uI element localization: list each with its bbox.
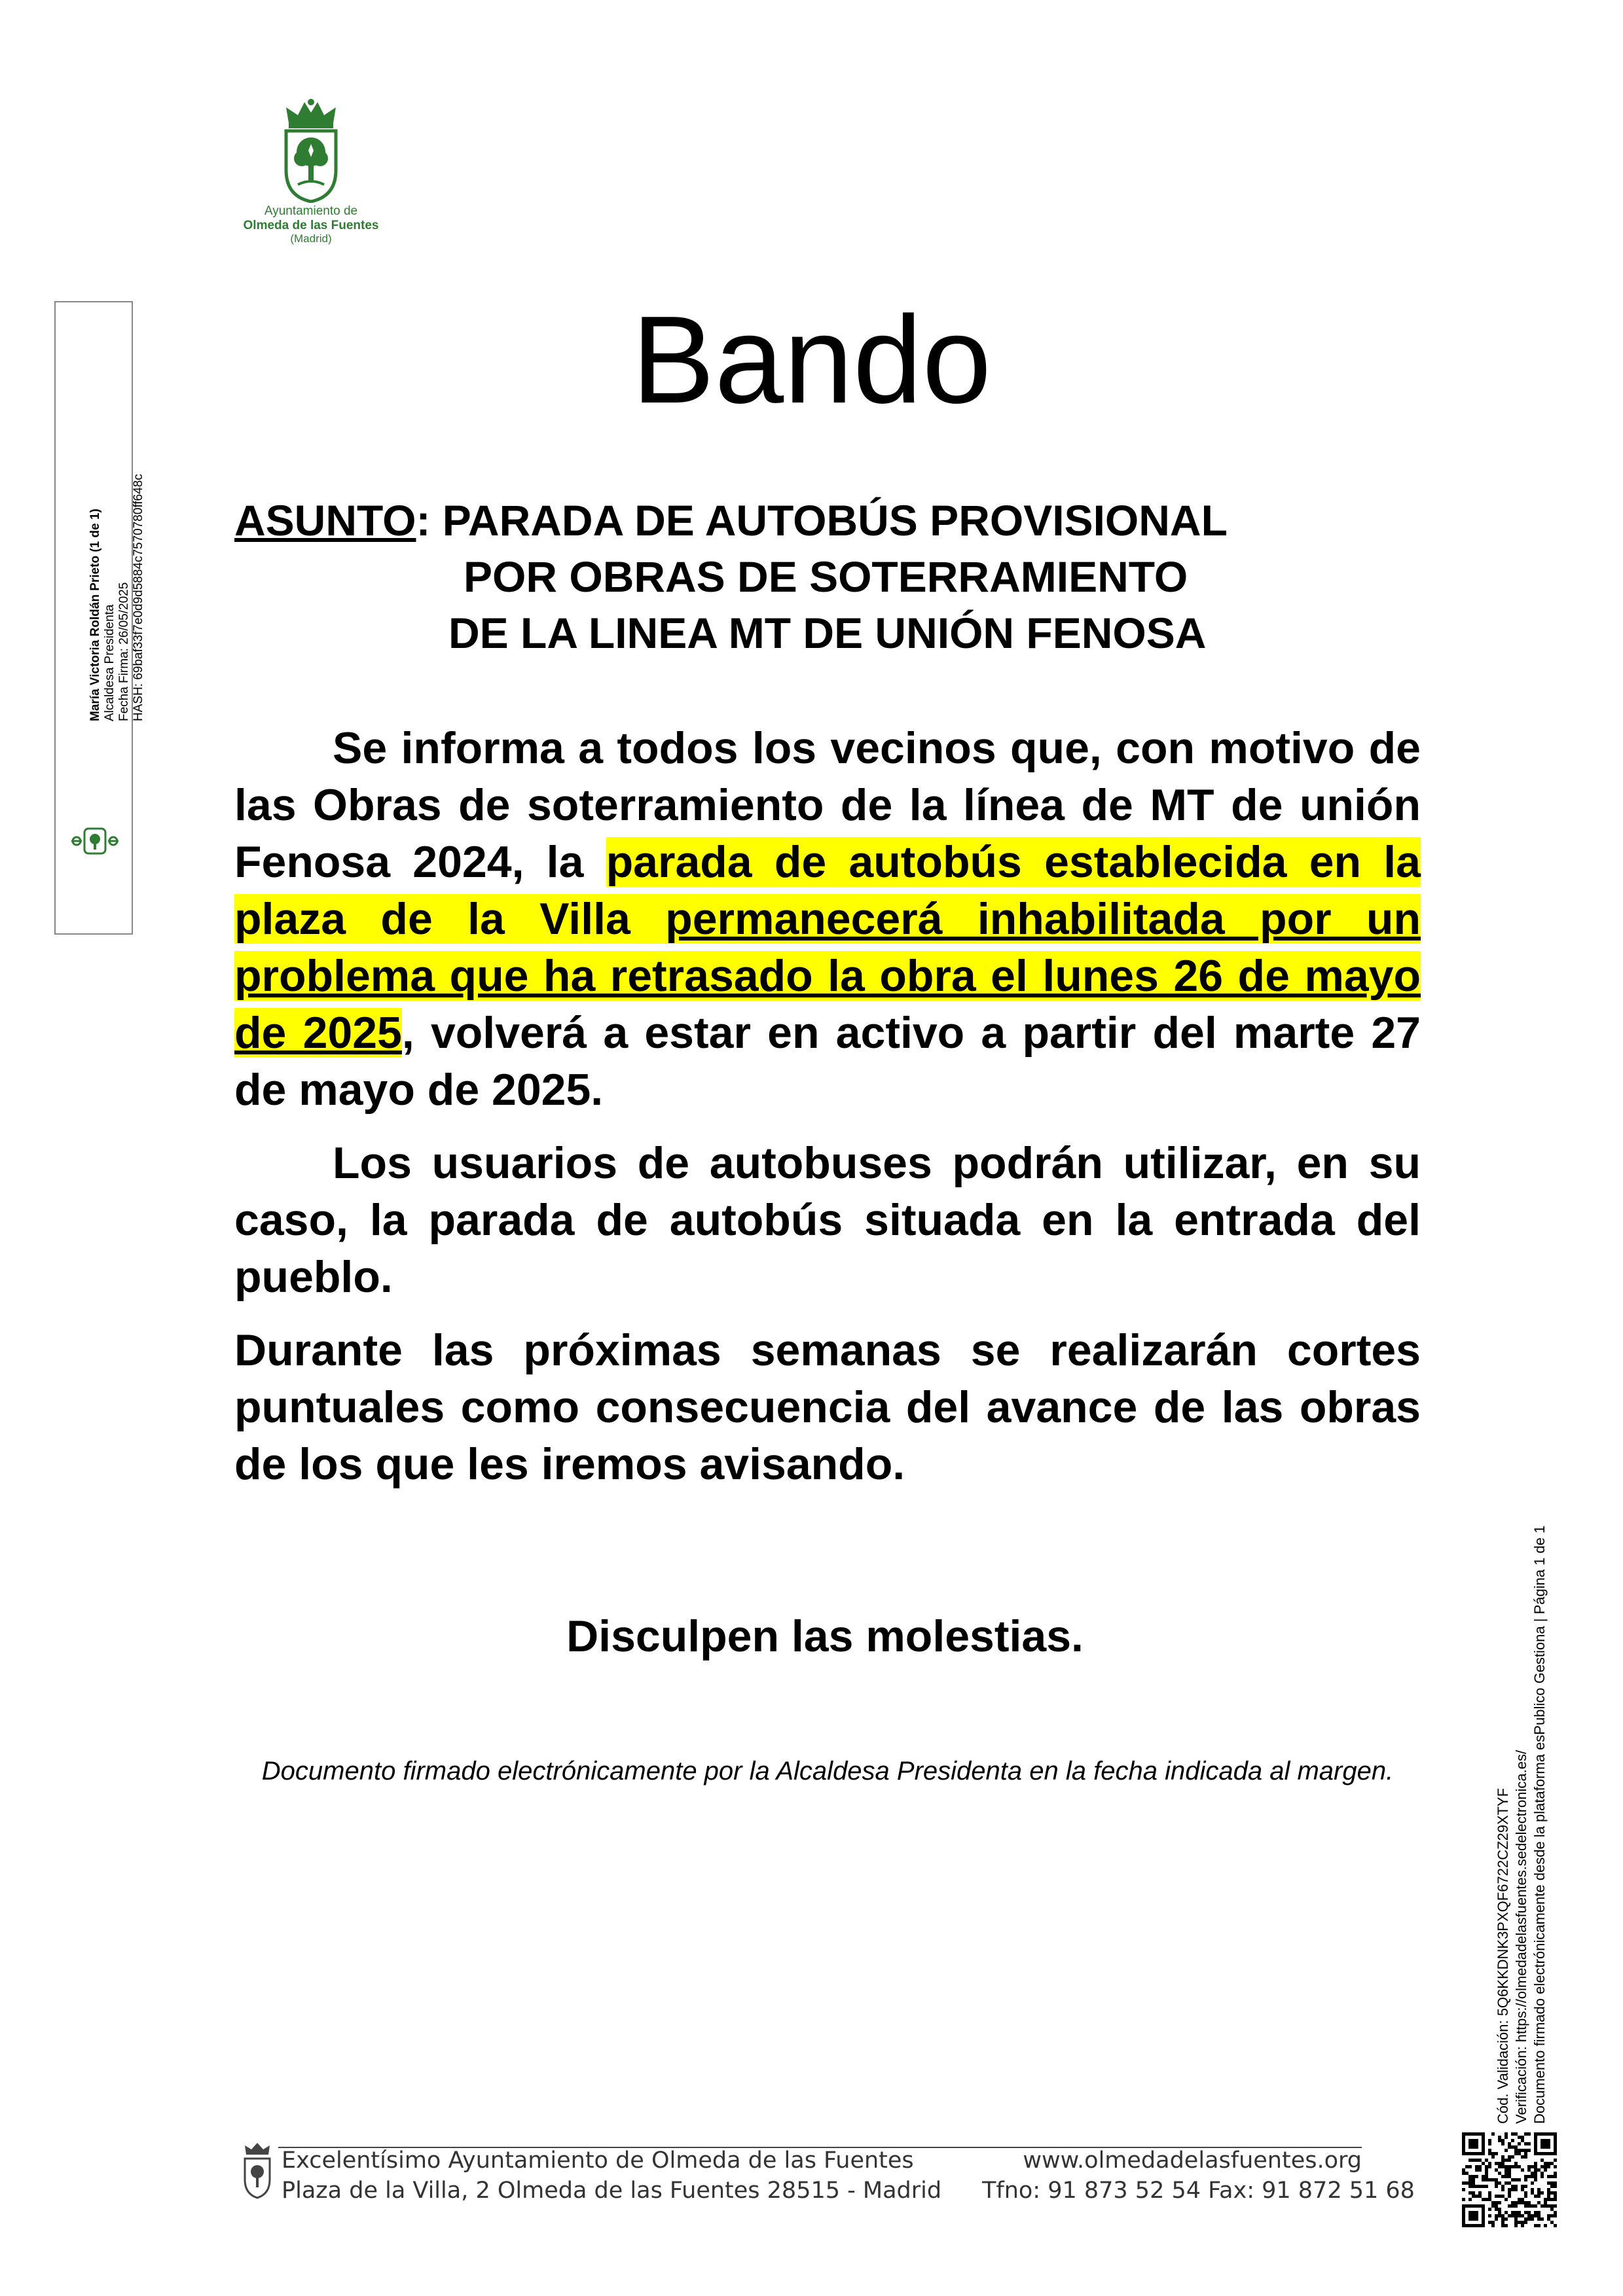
- paragraph-1: [234, 720, 1421, 1119]
- document-title: Bando: [631, 291, 992, 429]
- signature-date: Fecha Firma: 26/05/2025: [117, 582, 131, 721]
- paragraph-2: Los usuarios de autobuses podrán utilizar, en su caso, la parada de autobús situada en la entrada del pueblo.: [234, 1138, 1421, 1302]
- footer-address: Plaza de la Villa, 2 Olmeda de las Fuentes 28515 - Madrid: [282, 2178, 942, 2204]
- paragraph-1-end: , volverá a estar en activo a partir del marte 27 de mayo de 2025.: [234, 1008, 1421, 1115]
- document-body: [234, 720, 1421, 1493]
- coat-of-arms-icon: [280, 98, 342, 203]
- highlighted-text: parada de autobús establecida en la plaza de la Villa: [234, 837, 1421, 944]
- signer-role: Alcaldesa Presidenta: [103, 604, 117, 721]
- subject-block: [234, 492, 1413, 661]
- electronic-signature-note: Documento firmado electrónicamente por la Alcaldesa Presidenta en la fecha indicada al margen.: [261, 1757, 1394, 1785]
- verification-url[interactable]: Verificación: https://olmedadelasfuentes.sedelectronica.es/: [1513, 1749, 1529, 2124]
- footer-website[interactable]: www.olmedadelasfuentes.org: [1023, 2147, 1362, 2174]
- subject-line-1: : PARADA DE AUTOBÚS PROVISIONAL: [416, 496, 1228, 545]
- logo-line-2: Olmeda de las Fuentes: [243, 219, 379, 232]
- footer-org-name: Excelentísimo Ayuntamiento de Olmeda de las Fuentes: [282, 2147, 914, 2174]
- subject-label: ASUNTO: [234, 496, 416, 545]
- logo-line-1: Ayuntamiento de: [264, 204, 358, 218]
- small-coat-of-arms-icon: [69, 826, 121, 856]
- subject-line-2: POR OBRAS DE SOTERRAMIENTO: [464, 552, 1188, 601]
- subject-line-3: DE LA LINEA MT DE UNIÓN FENOSA: [448, 609, 1207, 657]
- signature-hash: HASH: 69baf33f7e0d9d5884c7570780ff648c: [132, 474, 145, 721]
- apology-text: Disculpen las molestias.: [566, 1611, 1084, 1661]
- signer-name: María Victoria Roldán Prieto (1 de 1): [88, 509, 102, 721]
- footer-coat-of-arms-icon: [241, 2142, 274, 2200]
- municipal-logo: [232, 98, 390, 249]
- logo-line-3: (Madrid): [290, 232, 332, 245]
- qr-code: [1462, 2132, 1557, 2227]
- paragraph-3: Durante las próximas semanas se realizarán cortes puntuales como consecuencia del avance de las obras de los que les iremos avisando.: [234, 1325, 1421, 1489]
- footer-contact: [982, 2145, 1415, 2206]
- validation-code: Cód. Validación: 5Q6KKDNK3PXQF6722CZ29XTYF: [1495, 1787, 1511, 2124]
- footer-phones: Tfno: 91 873 52 54 Fax: 91 872 51 68: [982, 2178, 1415, 2204]
- platform-note: Documento firmado electrónicamente desde la plataforma esPublico Gestiona | Página 1 de 1: [1531, 1525, 1548, 2124]
- paragraph-1-intro: Se informa a todos los vecinos que, con motivo de las Obras de soterramiento de la línea de MT de unión Fenosa 2024, la: [234, 723, 1421, 887]
- highlighted-underlined-text: permanecerá inhabilitada por un problema que ha retrasado la obra el lunes 26 de mayo de 2025: [234, 894, 1421, 1058]
- footer-organization: [282, 2145, 941, 2206]
